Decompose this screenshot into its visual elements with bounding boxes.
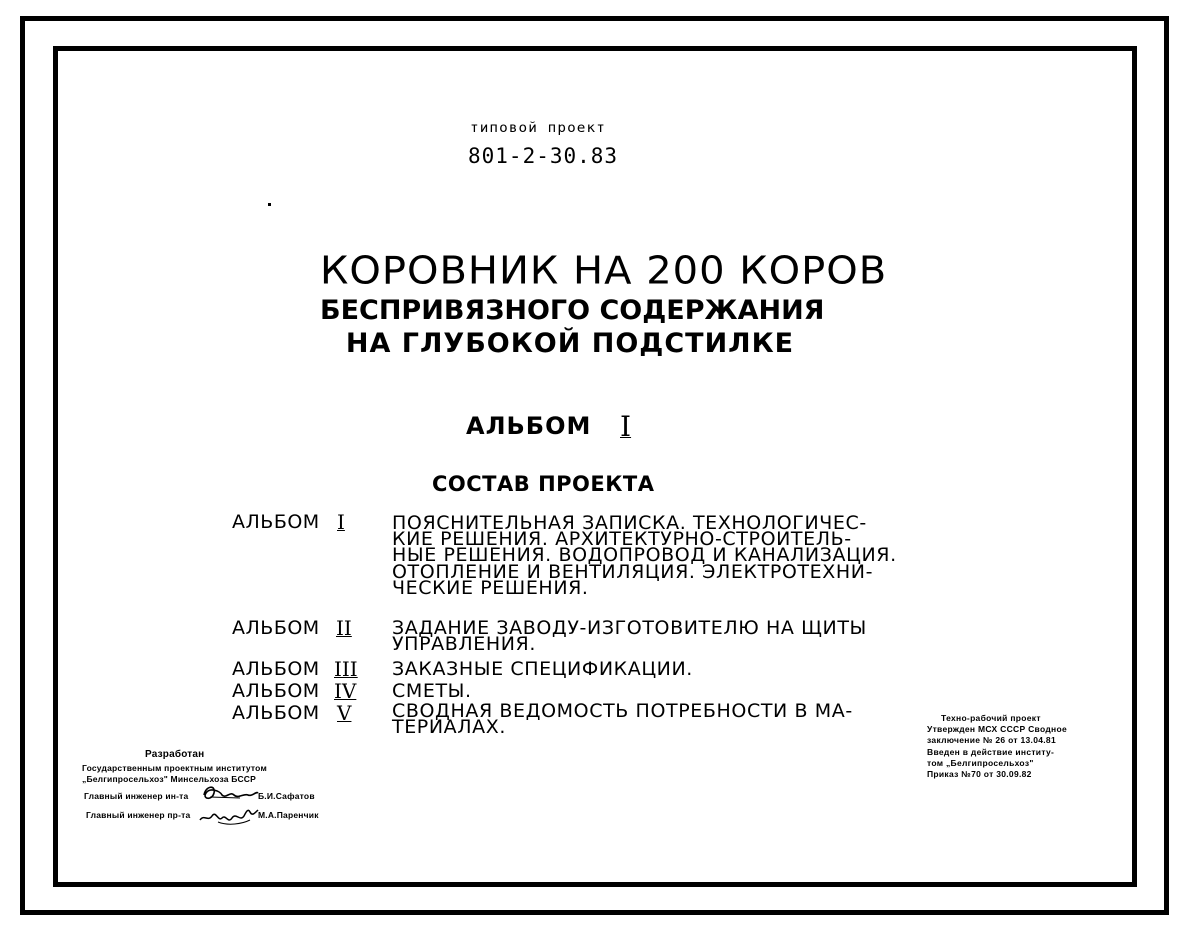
chief-engineer-institute-name: Б.И.Сафатов: [258, 791, 315, 801]
approval-line-1: Техно-рабочий проект: [941, 713, 1041, 723]
chief-engineer-project-name: М.А.Паренчик: [258, 810, 319, 820]
album-2-line-1: ЗАДАНИЕ ЗАВОДУ-ИЗГОТОВИТЕЛЮ НА ЩИТЫ: [392, 617, 867, 639]
album-4-line-1: СМЕТЫ.: [392, 680, 472, 702]
title-line-2: БЕСПРИВЯЗНОГО СОДЕРЖАНИЯ: [320, 295, 825, 326]
album-3-label: АЛЬБОМ: [232, 658, 320, 680]
album-1-line-2: КИЕ РЕШЕНИЯ. АРХИТЕКТУРНО-СТРОИТЕЛЬ-: [392, 528, 852, 551]
album-1-label: АЛЬБОМ: [232, 511, 320, 533]
album-1-description: [392, 512, 897, 599]
chief-engineer-project-label: Главный инженер пр-та: [86, 810, 191, 820]
project-type-label: типовой проект: [470, 121, 606, 136]
album-3-line-1: ЗАКАЗНЫЕ СПЕЦИФИКАЦИИ.: [392, 658, 693, 680]
album-heading: АЛЬБОМ: [466, 412, 592, 440]
album-3-number: III: [334, 657, 358, 681]
album-1-line-4: ОТОПЛЕНИЕ И ВЕНТИЛЯЦИЯ. ЭЛЕКТРОТЕХНИ-: [392, 560, 874, 583]
project-number: 801-2-30.83: [468, 144, 619, 168]
developer-institute-line-2: „Белгипросельхоз" Минсельхоза БССР: [82, 774, 257, 784]
approval-line-5: том „Белгипросельхоз": [927, 757, 1034, 768]
album-4-description: [392, 680, 472, 702]
album-5-label: АЛЬБОМ: [232, 702, 320, 724]
approval-line-4: Введен в действие институ-: [927, 746, 1055, 757]
album-2-description: [392, 617, 867, 656]
composition-heading: СОСТАВ ПРОЕКТА: [432, 472, 655, 496]
album-5-description: [392, 700, 853, 739]
album-5-number: V: [337, 701, 352, 725]
signature-safatov: [200, 783, 260, 805]
album-1-line-1: ПОЯСНИТЕЛЬНАЯ ЗАПИСКА. ТЕХНОЛОГИЧЕС-: [392, 512, 867, 534]
developer-heading: Разработан: [145, 749, 205, 760]
album-1-line-5: ЧЕСКИЕ РЕШЕНИЯ.: [392, 576, 589, 599]
album-4-number: IV: [334, 679, 357, 703]
signature-parenchik: [198, 804, 260, 828]
developer-institute-line-1: Государственным проектным институтом: [82, 763, 267, 773]
album-2-label: АЛЬБОМ: [232, 617, 320, 639]
album-1-number: I: [337, 510, 345, 534]
approval-line-6: Приказ №70 от 30.09.82: [927, 769, 1032, 780]
album-5-line-2: ТЕРИАЛАХ.: [392, 716, 507, 739]
album-1-line-3: НЫЕ РЕШЕНИЯ. ВОДОПРОВОД И КАНАЛИЗАЦИЯ.: [392, 544, 897, 567]
approval-line-3: заключение № 26 от 13.04.81: [927, 735, 1056, 746]
album-3-description: [392, 658, 693, 680]
album-2-line-2: УПРАВЛЕНИЯ.: [392, 633, 536, 656]
album-2-number: II: [336, 616, 352, 640]
album-heading-number: I: [620, 410, 632, 443]
title-line-3: НА ГЛУБОКОЙ ПОДСТИЛКЕ: [345, 328, 795, 359]
approval-line-2: Утвержден МСХ СССР Сводное: [927, 724, 1067, 735]
approval-block: [927, 713, 1067, 780]
title-line-1: КОРОВНИК НА 200 КОРОВ: [320, 249, 888, 293]
album-4-label: АЛЬБОМ: [232, 680, 320, 702]
stray-dot: [268, 203, 271, 206]
chief-engineer-institute-label: Главный инженер ин-та: [84, 791, 189, 801]
album-5-line-1: СВОДНАЯ ВЕДОМОСТЬ ПОТРЕБНОСТИ В МА-: [392, 700, 853, 722]
